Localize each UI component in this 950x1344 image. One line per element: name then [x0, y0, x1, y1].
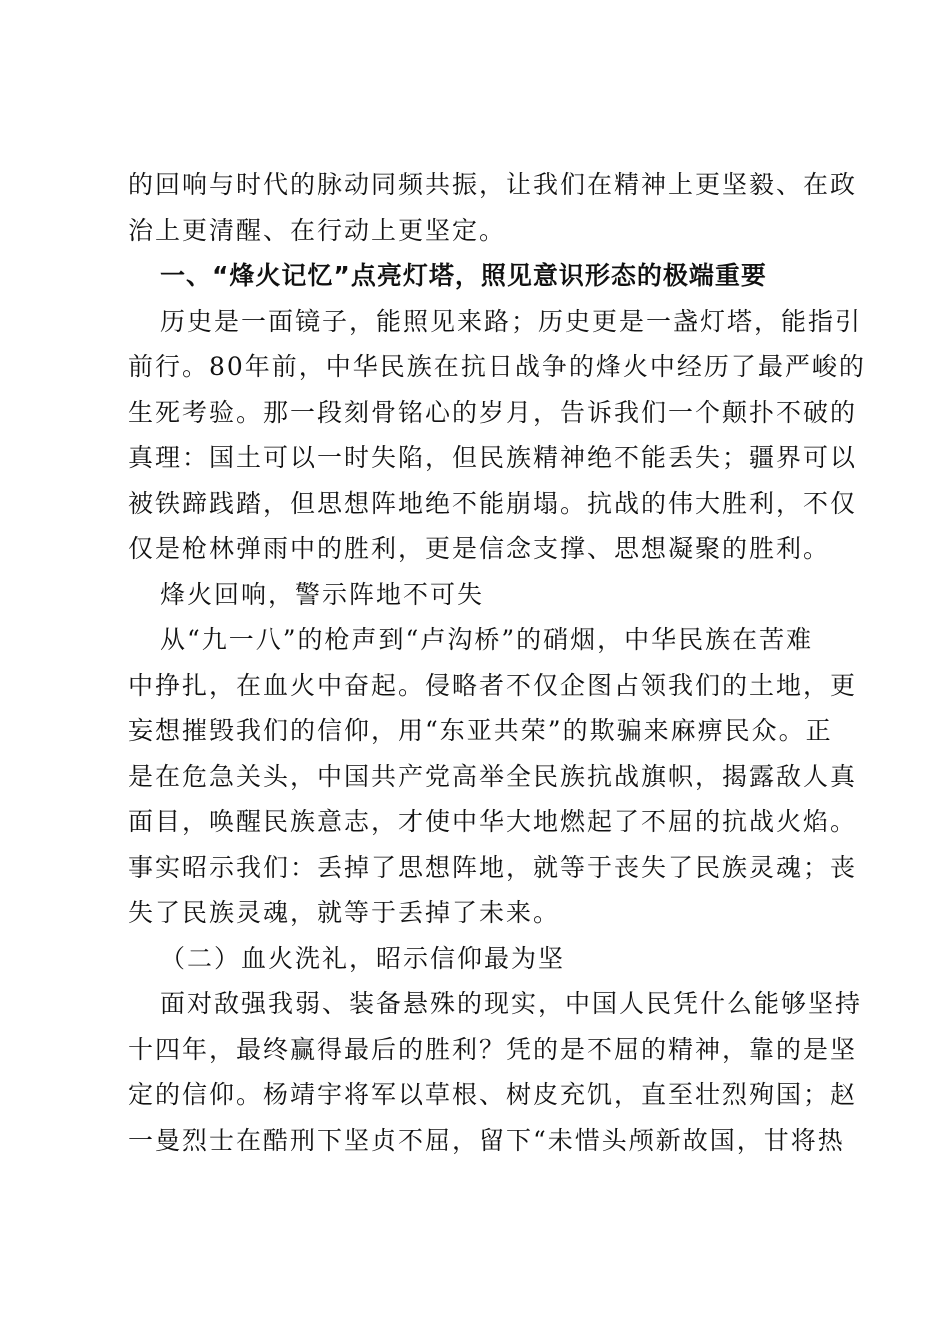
- text-line: 治上更清醒、在行动上更坚定。: [128, 215, 507, 245]
- text-line: 一曼烈士在酷刑下坚贞不屈，留下“未惜头颅新故国，甘将热: [128, 1125, 845, 1155]
- text-line: 妄想摧毁我们的信仰，用“东亚共荣”的欺骗来麻痹民众。正: [128, 716, 833, 745]
- text-line: 十四年，最终赢得最后的胜利？凭的是不屈的精神，靠的是坚: [128, 1034, 858, 1064]
- text-line: 前行。80年前，中华民族在抗日战争的烽火中经历了最严峻的: [128, 352, 866, 381]
- text-line: 是在危急关头，中国共产党高举全民族抗战旗帜，揭露敌人真: [128, 761, 858, 791]
- text-line: 仅是枪林弹雨中的胜利，更是信念支撑、思想凝聚的胜利。: [128, 534, 831, 563]
- text-line: 真理：国土可以一时失陷，但民族精神绝不能丢失；疆界可以: [128, 443, 858, 472]
- text-line: 失了民族灵魂，就等于丢掉了未来。: [128, 898, 561, 927]
- text-line: 的回响与时代的脉动同频共振，让我们在精神上更坚毅、在政: [128, 170, 858, 199]
- text-line: 历史是一面镜子，能照见来路；历史更是一盏灯塔，能指引: [160, 306, 863, 336]
- subheading: （二）血火洗礼，昭示信仰最为坚: [160, 943, 566, 973]
- document-body: [128, 162, 866, 1163]
- text-line: 中挣扎，在血火中奋起。侵略者不仅企图占领我们的土地，更: [128, 670, 858, 700]
- text-line: 被铁蹄践踏，但思想阵地绝不能崩塌。抗战的伟大胜利，不仅: [128, 488, 858, 518]
- subheading: 烽火回响，警示阵地不可失: [160, 579, 485, 609]
- text-line: 定的信仰。杨靖宇将军以草根、树皮充饥，直至壮烈殉国；赵: [128, 1080, 858, 1109]
- text-line: 生死考验。那一段刻骨铭心的岁月，告诉我们一个颠扑不破的: [128, 397, 858, 427]
- text-line: 事实昭示我们：丢掉了思想阵地，就等于丧失了民族灵魂；丧: [128, 852, 858, 882]
- text-line: 面目，唤醒民族意志，才使中华大地燃起了不屈的抗战火焰。: [128, 807, 858, 836]
- section-heading: 一、“烽火记忆”点亮灯塔，照见意识形态的极端重要: [160, 261, 767, 290]
- text-line: 面对敌强我弱、装备悬殊的现实，中国人民凭什么能够坚持: [160, 989, 863, 1018]
- text-line: 从“九一八”的枪声到“卢沟桥”的硝烟，中华民族在苦难: [160, 625, 814, 654]
